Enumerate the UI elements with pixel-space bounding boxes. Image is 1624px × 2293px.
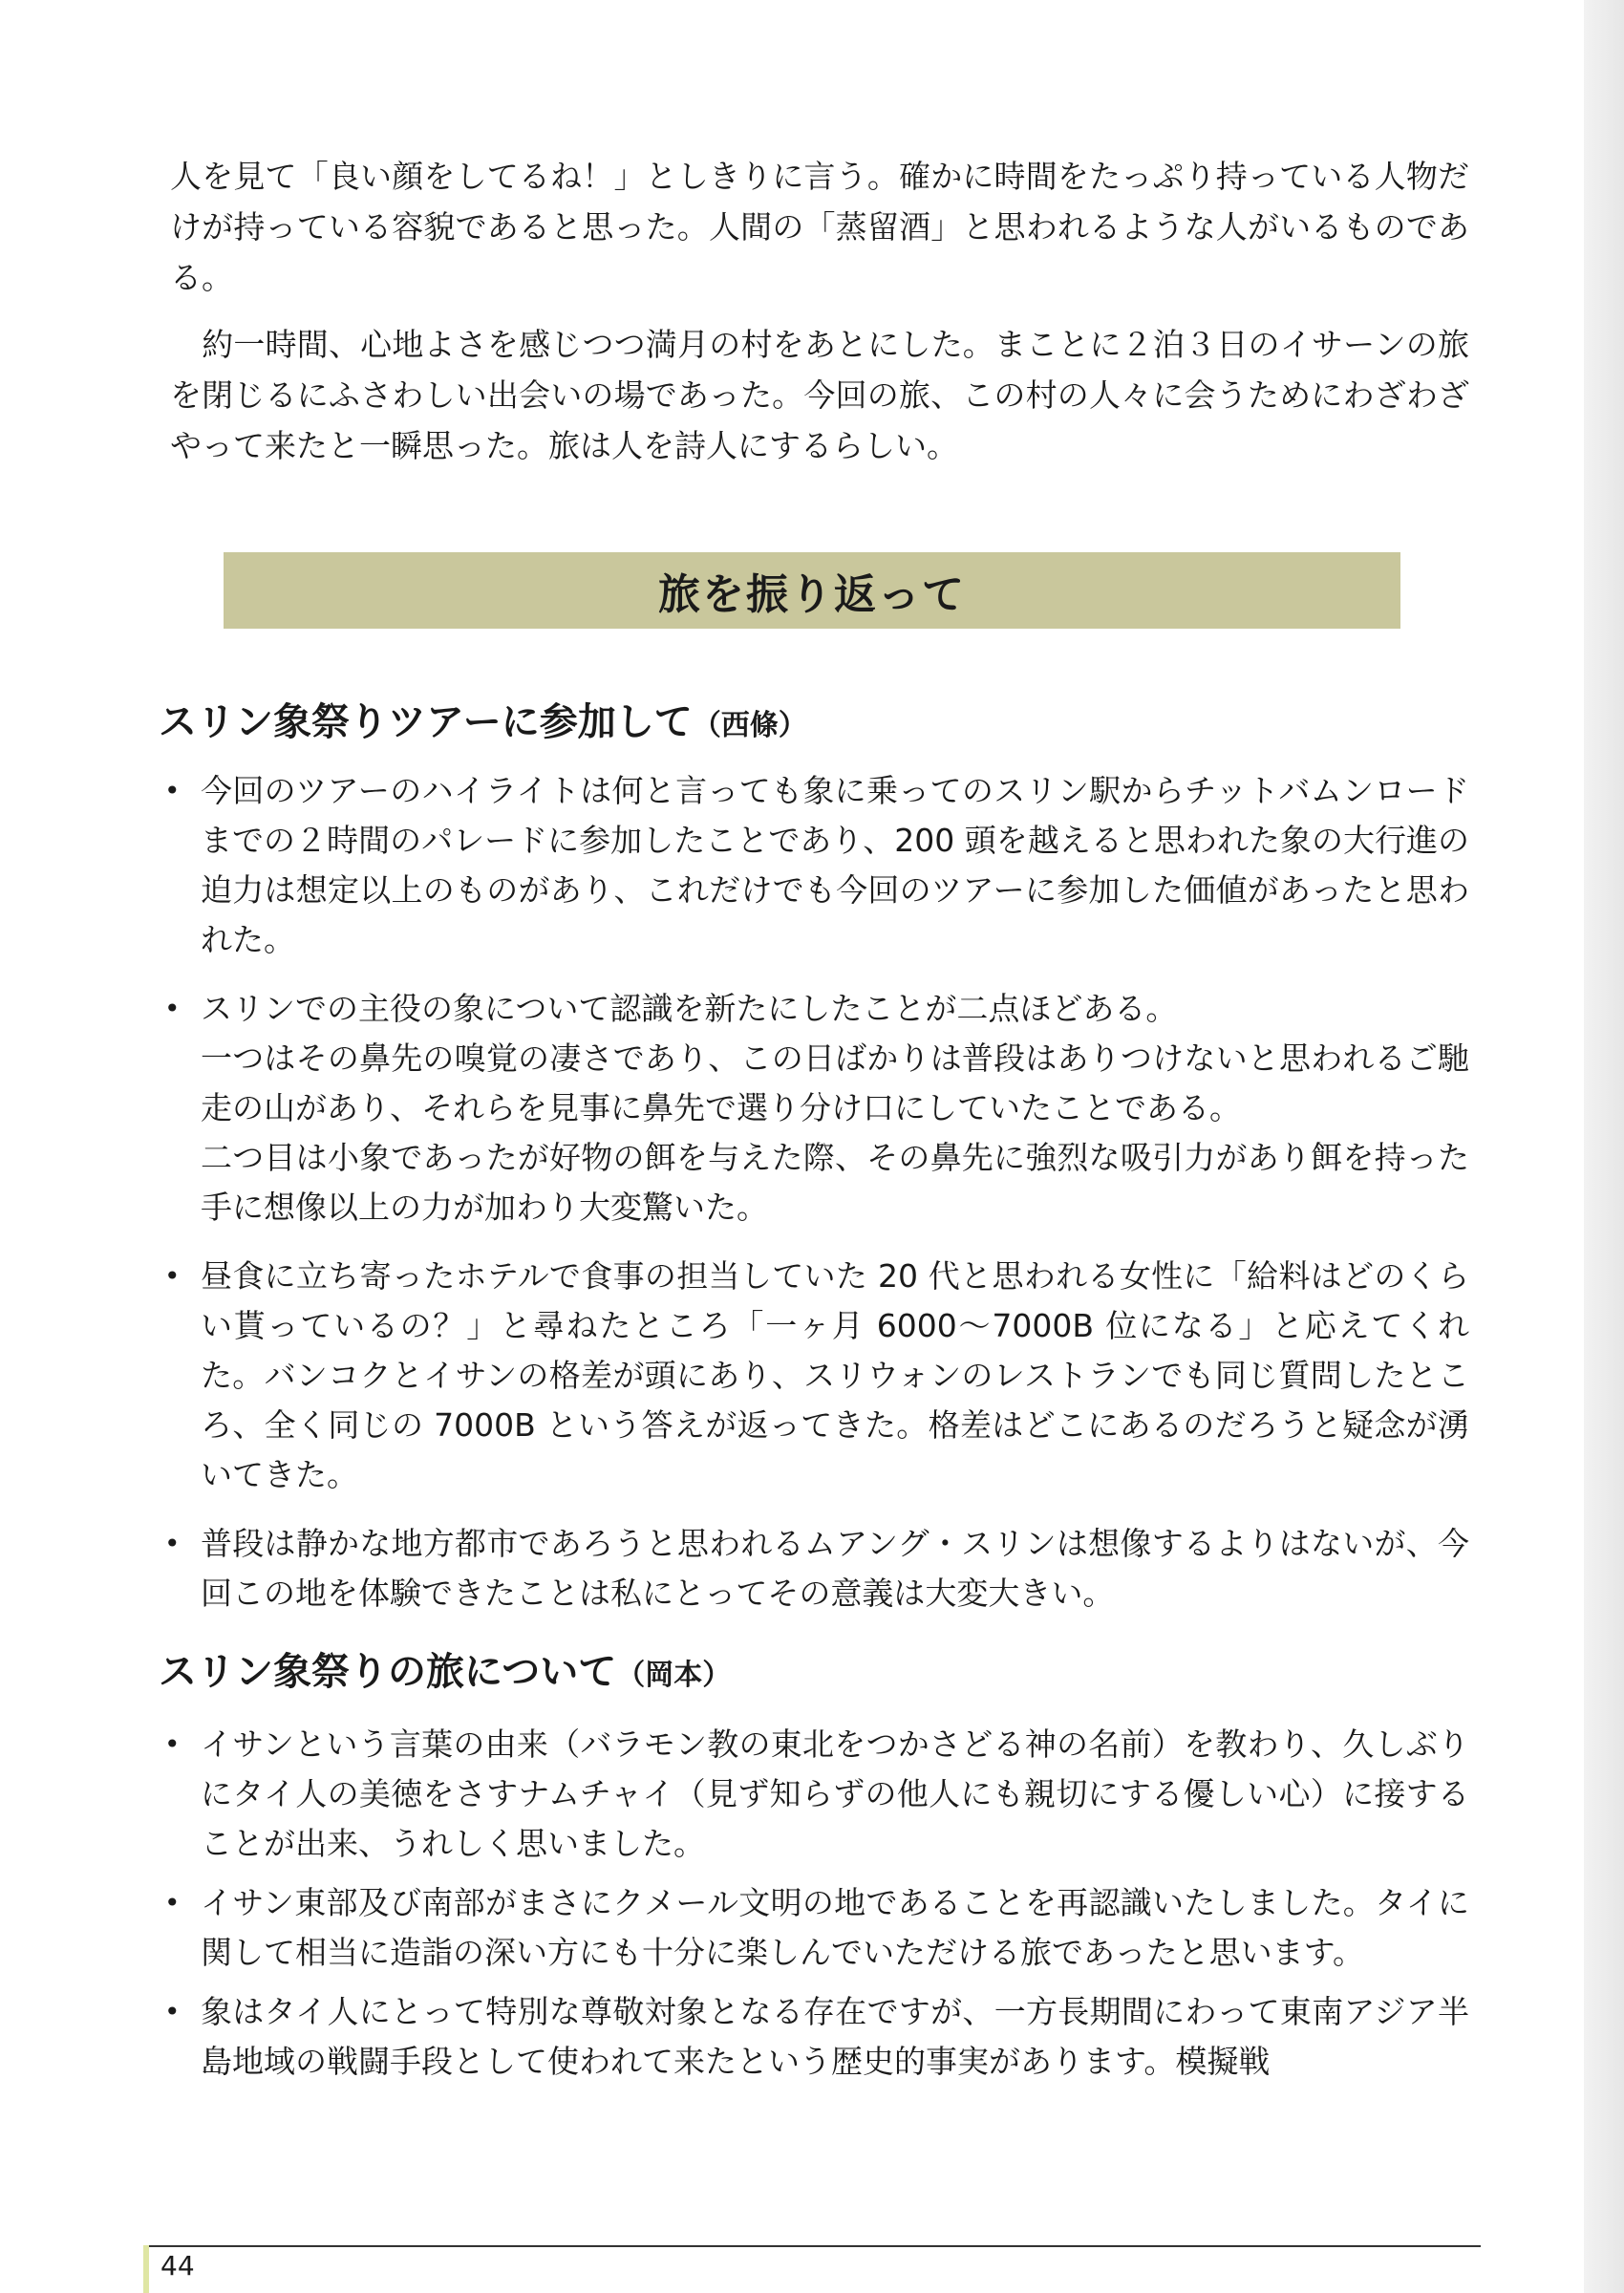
bullet-icon: • <box>164 993 181 1024</box>
list-item-text: 今回のツアーのハイライトは何と言っても象に乗ってのスリン駅からチットバムンロードまでの２時間のパレードに参加したことであり、200 頭を越えると思われた象の大行進の迫力は想定以上のものがあり、これだけでも今回のツアーに参加した価値があったと思われた。 <box>201 772 1469 958</box>
intro-paragraph-1: 人を見て「良い顔をしてるね！」としきりに言う。確かに時間をたっぷり持っている人物だけが持っている容貌であると思った。人間の「蒸留酒」と思われるような人がいるものである。 <box>170 158 1470 296</box>
list-item <box>164 1519 1469 1618</box>
bullet-icon: • <box>164 1260 181 1292</box>
page-number: 44 <box>160 2250 195 2282</box>
bullet-icon: • <box>164 1528 181 1559</box>
list-item-text: スリンでの主役の象について認識を新たにしたことが二点ほどある。 <box>201 990 1178 1027</box>
bullet-icon: • <box>164 1728 181 1760</box>
section-heading-1-title: スリン象祭りツアーに参加して <box>159 700 693 744</box>
bullet-icon: • <box>164 1996 181 2027</box>
list-item-text: イサン東部及び南部がまさにクメール文明の地であることを再認識いたしました。タイに関して相当に造詣の深い方にも十分に楽しんでいただける旅であったと思います。 <box>201 1884 1469 1971</box>
section-heading-1-author: （西條） <box>692 709 807 742</box>
banner-title: 旅を振り返って <box>658 570 966 619</box>
footer-accent-bar <box>143 2245 149 2293</box>
section-2-list <box>164 1720 1469 2096</box>
list-item-text: 一つはその鼻先の嗅覚の凄さであり、この日ばかりは普段はありつけないと思われるご馳走の山があり、それらを見事に鼻先で選り分け口にしていたことである。 <box>201 1039 1469 1126</box>
list-item-text: 象はタイ人にとって特別な尊敬対象となる存在ですが、一方長期間にわって東南アジア半島地域の戦闘手段として使われて来たという歴史的事実があります。模擬戦 <box>201 1993 1469 2080</box>
bullet-icon: • <box>164 1887 181 1918</box>
list-item-text: 昼食に立ち寄ったホテルで食事の担当していた 20 代と思われる女性に「給料はどのくらい貰っているの？」と尋ねたところ「一ヶ月 6000～7000B 位になる」と応えてくれた。バンコクとイサンの格差が頭にあり、スリウォンのレストランでも同じ質問したところ、全く同じの 7000B という答えが返ってきた。格差はどこにあるのだろうと疑念が湧いてきた。 <box>201 1257 1469 1493</box>
bullet-icon: • <box>164 775 181 806</box>
section-1-list <box>164 766 1469 1638</box>
list-item <box>164 1252 1469 1500</box>
list-item <box>164 1878 1469 1978</box>
list-item <box>164 1720 1469 1869</box>
list-item <box>164 1987 1469 2087</box>
list-item <box>164 984 1469 1232</box>
section-banner <box>224 552 1400 629</box>
list-item-text: 二つ目は小象であったが好物の餌を与えた際、その鼻先に強烈な吸引力があり餌を持った手に想像以上の力が加わり大変驚いた。 <box>201 1139 1469 1226</box>
section-heading-2 <box>159 1645 731 1703</box>
list-item-text: イサンという言葉の由来（バラモン教の東北をつかさどる神の名前）を教わり、久しぶりにタイ人の美徳をさすナムチャイ（見ず知らずの他人にも親切にする優しい心）に接することが出来、うれしく思いました。 <box>201 1725 1469 1862</box>
list-item-text: 普段は静かな地方都市であろうと思われるムアング・スリンは想像するよりはないが、今回この地を体験できたことは私にとってその意義は大変大きい。 <box>201 1525 1469 1612</box>
list-item <box>164 766 1469 965</box>
section-heading-2-title: スリン象祭りの旅について <box>159 1650 617 1694</box>
footer-rule <box>143 2245 1481 2247</box>
section-heading-2-author: （岡本） <box>616 1659 732 1692</box>
section-heading-1 <box>159 696 807 753</box>
page-edge-shadow <box>1584 0 1624 2293</box>
intro-paragraph-2: 約一時間、心地よさを感じつつ満月の村をあとにした。まことに２泊３日のイサーンの旅を閉じるにふさわしい出会いの場であった。今回の旅、この村の人々に会うためにわざわざやって来たと一瞬思った。旅は人を詩人にするらしい。 <box>170 326 1469 464</box>
